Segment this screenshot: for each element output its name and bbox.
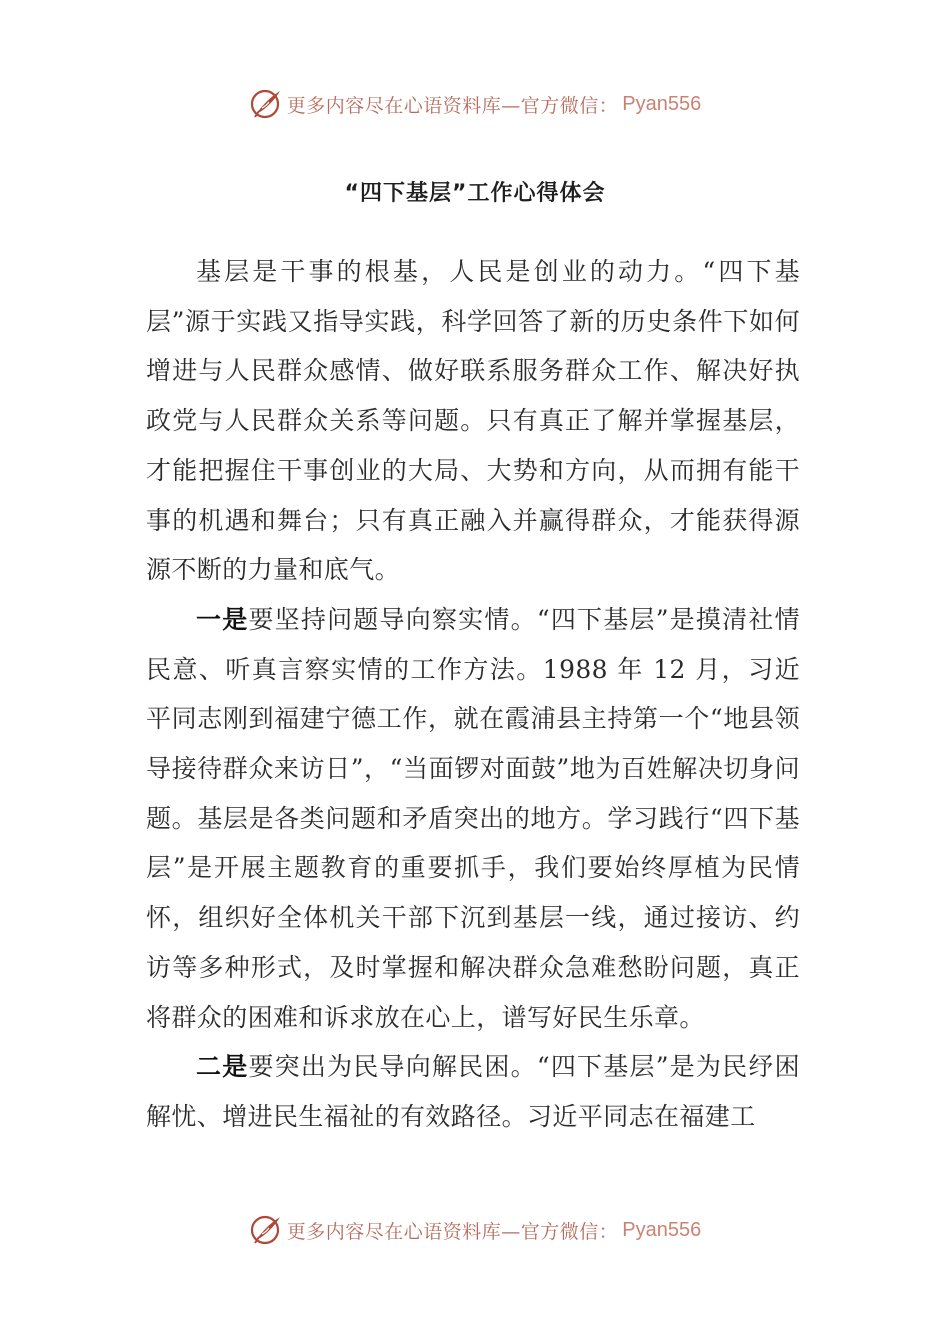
paragraph-intro xyxy=(146,247,800,595)
watermark-text: 更多内容尽在心语资料库—官方微信： xyxy=(286,1220,619,1243)
watermark-wechat-id: Pyan556 xyxy=(622,1218,702,1241)
paragraph-text: 要坚持问题导向察实情。“四下基层”是摸清社情民意、听真言察实情的工作方法。1988 年 12 月，习近平同志刚到福建宁德工作，就在霞浦县主持第一个“地县领导接待群众来访日”，“当面锣对面鼓”地为百姓解决切身问题。基层是各类问题和矛盾突出的地方。学习践行“四下基层”是开展主题教育的重要抓手，我们要始终厚植为民情怀，组织好全体机关干部下沉到基层一线，通过接访、约访等多种形式，及时掌握和解决群众急难愁盼问题，真正将群众的困难和诉求放在心上，谱写好民生乐章。 xyxy=(146,604,800,1032)
footer-watermark xyxy=(0,1210,950,1250)
paragraph-text: 基层是干事的根基，人民是创业的动力。“四下基层”源于实践又指导实践，科学回答了新的历史条件下如何增进与人民群众感情、做好联系服务群众工作、解决好执政党与人民群众关系等问题。只有真正了解并掌握基层，才能把握住干事创业的大局、大势和方向，从而拥有能干事的机遇和舞台；只有真正融入并赢得群众，才能获得源源不断的力量和底气。 xyxy=(146,257,800,585)
watermark-wechat-id: Pyan556 xyxy=(622,92,702,115)
paragraph-lead: 二是 xyxy=(196,1052,249,1082)
quill-logo-icon xyxy=(249,87,283,121)
document-body xyxy=(146,247,800,1142)
paragraph-point-two xyxy=(146,1042,800,1141)
document-title: “四下基层”工作心得体会 xyxy=(344,181,606,206)
quill-logo-icon xyxy=(249,1213,283,1247)
paragraph-lead: 一是 xyxy=(196,604,249,634)
header-watermark xyxy=(0,84,950,124)
paragraph-point-one xyxy=(146,595,800,1042)
paragraph-text: 要突出为民导向解民困。“四下基层”是为民纾困解忧、增进民生福祉的有效路径。习近平同志在福建工 xyxy=(146,1052,800,1131)
watermark-text: 更多内容尽在心语资料库—官方微信： xyxy=(286,94,619,117)
